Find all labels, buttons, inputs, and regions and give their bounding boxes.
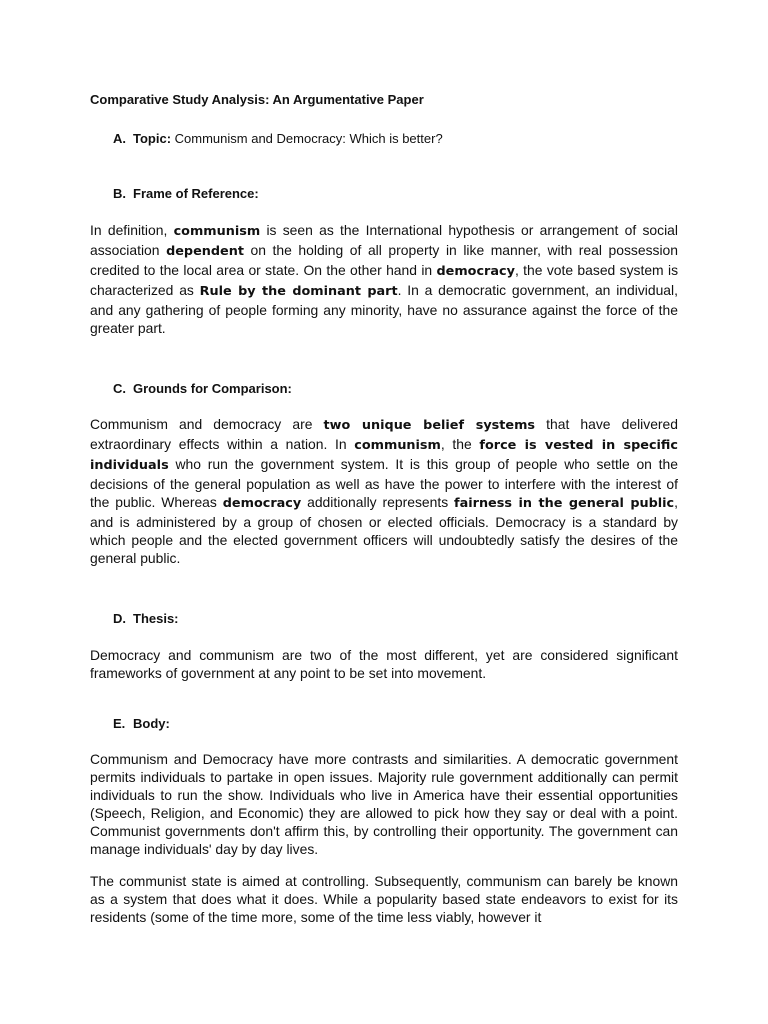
section-letter: D. <box>113 611 126 626</box>
document-title: Comparative Study Analysis: An Argumentative Paper <box>90 92 424 107</box>
section-b-heading <box>90 186 259 201</box>
section-heading-text: Topic: <box>133 131 172 146</box>
section-e-heading <box>90 716 170 731</box>
text-run: is seen as the International hypothesis or arrangement of social association <box>90 222 678 258</box>
grounds-paragraph <box>90 415 678 567</box>
bold-term: democracy <box>436 264 515 279</box>
topic-text: Communism and Democracy: Which is better? <box>171 131 443 146</box>
text-run: Communism and Democracy have more contrasts and similarities. A democratic government permits individuals to partake in open issues. Majority rule government additionally can permit individuals to run the show. Individuals who live in America have their essential opportunities (Speech, Religion, and Economic) they are allowed to pick how they say or deal with a point. Communist governments don't affirm this, by controlling their opportunity. The government can manage individuals' day by day lives. <box>90 751 678 857</box>
section-heading-text: Body: <box>133 716 170 731</box>
section-heading-text: Grounds for Comparison: <box>133 381 292 396</box>
section-heading-text: Frame of Reference: <box>133 186 259 201</box>
bold-term: democracy <box>222 496 302 511</box>
section-heading-text: Thesis: <box>133 611 179 626</box>
text-run: , the vote based system is characterized as <box>90 262 679 298</box>
text-run: additionally represents <box>301 494 455 510</box>
frame-of-reference-paragraph <box>90 221 678 337</box>
text-run: who run the government system. It is this group of people who settle on the decisions of the general population as well as have the power to interfere with the interest of the public. Whereas <box>90 456 678 510</box>
section-d-heading <box>90 611 179 626</box>
section-letter: E. <box>113 716 126 731</box>
bold-term: dependent <box>166 244 244 259</box>
section-letter: B. <box>113 186 126 201</box>
bold-term: two unique belief systems <box>323 418 536 433</box>
bold-term: communism <box>173 224 261 239</box>
thesis-paragraph <box>90 646 678 682</box>
text-run: that have delivered extraordinary effects within a nation. In <box>90 416 678 452</box>
body-paragraph-2 <box>90 872 678 926</box>
text-run: , the <box>440 436 480 452</box>
text-run: , and is administered by a group of chosen or elected officials. Democracy is a standard by which people and the elected government officers will undoubtedly satisfy the desires of the general public. <box>90 494 678 566</box>
bold-term: fairness in the general public <box>454 496 675 511</box>
text-run: on the holding of all property in like manner, with real possession credited to the local area or state. On the other hand in <box>90 242 679 278</box>
text-run: In definition, <box>90 222 174 238</box>
section-c-heading <box>90 381 292 396</box>
section-letter: A. <box>113 131 126 146</box>
section-letter: C. <box>113 381 126 396</box>
text-run: Democracy and communism are two of the most different, yet are considered significant frameworks of government at any point to be set into movement. <box>90 647 678 681</box>
bold-term: force is vested in specific individuals <box>90 438 678 473</box>
text-run: The communist state is aimed at controlling. Subsequently, communism can barely be known as a system that does what it does. While a popularity based state endeavors to exist for its residents (some of the time more, some of the time less viably, however it <box>90 873 678 925</box>
bold-term: communism <box>354 438 441 453</box>
section-a-heading <box>90 131 443 146</box>
body-paragraph-1 <box>90 750 678 858</box>
text-run: . In a democratic government, an individual, and any gathering of people forming any minority, have no assurance against the force of the greater part. <box>90 282 678 336</box>
text-run: Communism and democracy are <box>90 416 324 432</box>
bold-term: Rule by the dominant part <box>199 284 398 299</box>
